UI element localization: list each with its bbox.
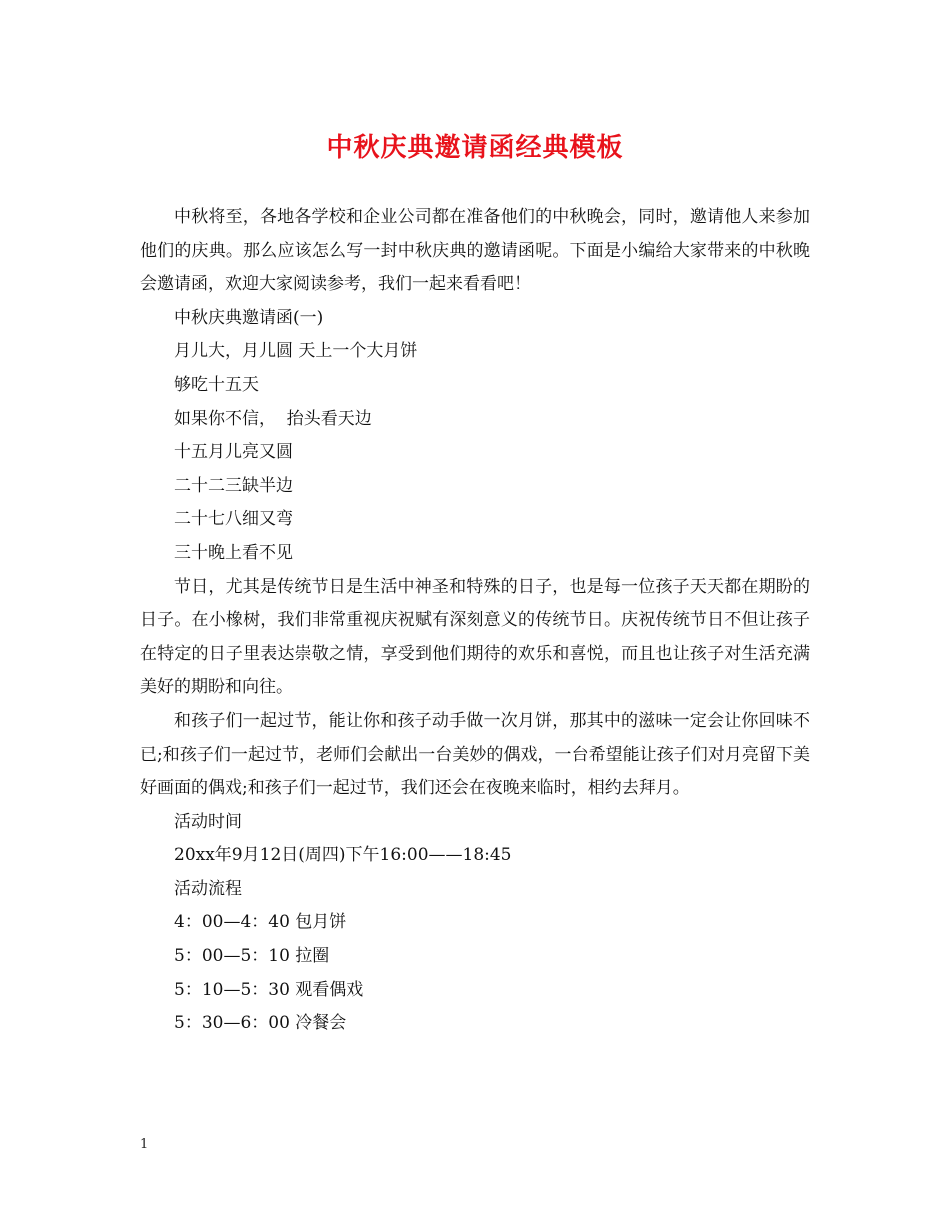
flow-item: 5：10—5：30 观看偶戏 [174,979,364,1000]
section-heading: 中秋庆典邀请函(一) [174,307,324,328]
poem-line: 十五月儿亮又圆 [174,442,293,463]
poem-line: 三十晚上看不见 [174,542,293,563]
festival-paragraph: 节日，尤其是传统节日是生活中神圣和特殊的日子，也是每一位孩子天天都在期盼的日子。在小橡树，我们非常重视庆祝赋有深刻意义的传统节日。庆祝传统节日不但让孩子在特定的日子里表达崇敬之情，享受到他们期待的欢乐和喜悦，而且也让孩子对生活充满美好的期盼和向往。 [140,576,810,698]
poem-line: 二十七八细又弯 [174,509,293,530]
poem-line: 二十二三缺半边 [174,475,293,496]
time-value: 20xx年9月12日(周四)下午16:00——18:45 [174,845,512,866]
poem-line: 月儿大，月儿圆 天上一个大月饼 [174,341,418,362]
together-paragraph: 和孩子们一起过节，能让你和孩子动手做一次月饼，那其中的滋味一定会让你回味不已;和孩子们一起过节，老师们会献出一台美妙的偶戏，一台希望能让孩子们对月亮留下美好画面的偶戏;和孩子们一起过节，我们还会在夜晚来临时，相约去拜月。 [140,710,810,799]
intro-paragraph: 中秋将至，各地各学校和企业公司都在准备他们的中秋晚会，同时，邀请他人来参加他们的庆典。那么应该怎么写一封中秋庆典的邀请函呢。下面是小编给大家带来的中秋晚会邀请函，欢迎大家阅读参考，我们一起来看看吧！ [140,207,810,295]
flow-item: 5：00—5：10 拉圈 [174,946,330,967]
time-heading: 活动时间 [174,811,242,832]
poem-line: 够吃十五天 [174,374,259,395]
flow-item: 5：30—6：00 冷餐会 [174,1013,347,1034]
page-number: 1 [140,1137,149,1152]
poem-line: 如果你不信， 抬头看天边 [174,408,372,429]
document-title: 中秋庆典邀请函经典模板 [326,133,624,163]
flow-heading: 活动流程 [174,878,242,899]
document-body [140,201,810,1041]
flow-item: 4：00—4：40 包月饼 [174,912,347,933]
